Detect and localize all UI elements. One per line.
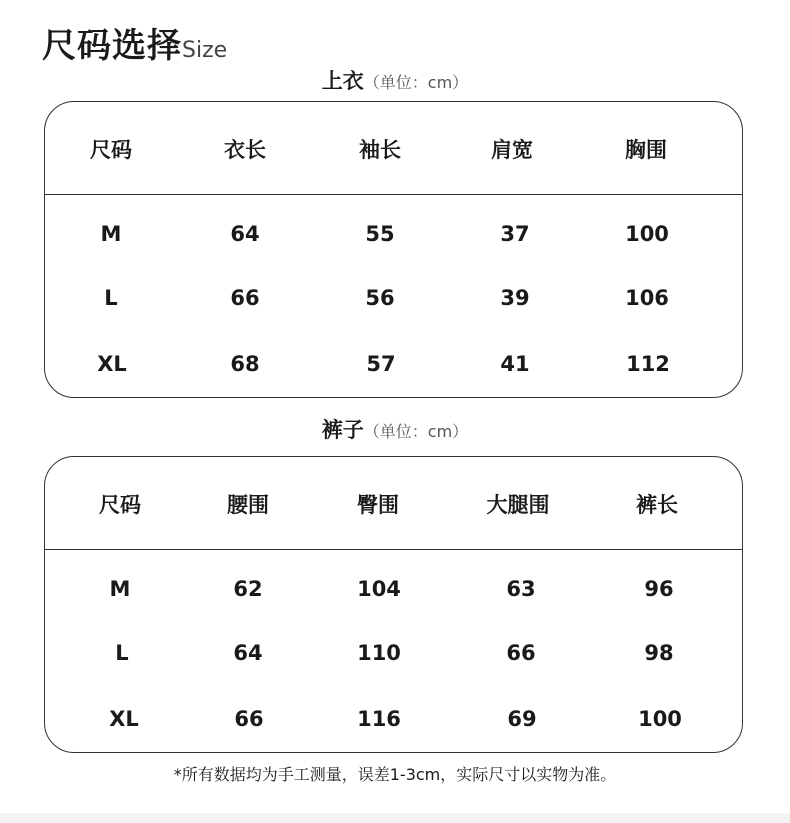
pants-header-hip: 臀围 <box>357 493 399 517</box>
top-header-length: 衣长 <box>224 138 266 162</box>
pants-row-l-size: L <box>115 641 129 665</box>
top-title: 上衣 <box>321 69 364 93</box>
top-row-l-size: L <box>104 286 118 310</box>
top-header-row <box>45 130 742 170</box>
pants-row-l-waist: 64 <box>233 641 263 665</box>
pants-header-length: 裤长 <box>636 493 678 517</box>
pants-header-waist: 腰围 <box>227 493 269 517</box>
top-header-chest: 胸围 <box>625 138 667 162</box>
table-row <box>45 278 742 318</box>
pants-unit: （单位：cm） <box>363 422 469 441</box>
top-row-xl-shoulder: 41 <box>500 352 530 376</box>
top-row-l-chest: 106 <box>625 286 669 310</box>
top-section-title <box>0 67 790 97</box>
pants-row-l-hip: 110 <box>357 641 401 665</box>
top-header-size: 尺码 <box>90 138 132 162</box>
pants-header-thigh: 大腿围 <box>486 493 550 517</box>
top-header-divider <box>45 194 742 195</box>
pants-header-divider <box>45 549 742 550</box>
pants-section-title <box>0 416 790 446</box>
top-row-m-chest: 100 <box>625 222 669 246</box>
pants-row-m-length: 96 <box>644 577 674 601</box>
top-row-l-length: 66 <box>230 286 260 310</box>
table-row <box>45 633 742 673</box>
pants-row-xl-waist: 66 <box>234 707 264 731</box>
table-row <box>45 344 742 384</box>
pants-size-table <box>44 456 743 753</box>
top-row-m-sleeve: 55 <box>365 222 395 246</box>
pants-row-m-waist: 62 <box>233 577 263 601</box>
pants-header-size: 尺码 <box>99 493 141 517</box>
top-size-table <box>44 101 743 398</box>
top-row-xl-length: 68 <box>230 352 260 376</box>
pants-row-xl-size: XL <box>109 707 139 731</box>
pants-header-row <box>45 485 742 525</box>
pants-row-xl-thigh: 69 <box>507 707 537 731</box>
pants-row-l-thigh: 66 <box>506 641 536 665</box>
page-title <box>42 24 227 73</box>
top-row-l-sleeve: 56 <box>365 286 395 310</box>
top-row-m-length: 64 <box>230 222 260 246</box>
table-row <box>45 214 742 254</box>
footnote: *所有数据均为手工测量，误差1-3cm，实际尺寸以实物为准。 <box>173 765 617 784</box>
pants-row-l-length: 98 <box>644 641 674 665</box>
pants-row-m-size: M <box>109 577 131 601</box>
top-row-m-shoulder: 37 <box>500 222 530 246</box>
table-row <box>45 569 742 609</box>
top-row-l-shoulder: 39 <box>500 286 530 310</box>
top-unit: （单位：cm） <box>363 73 469 92</box>
top-row-m-size: M <box>100 222 122 246</box>
top-header-shoulder: 肩宽 <box>491 138 533 162</box>
pants-row-m-hip: 104 <box>357 577 401 601</box>
table-row <box>45 699 742 739</box>
bottom-band <box>0 813 790 823</box>
top-header-sleeve: 袖长 <box>359 138 401 162</box>
top-row-xl-chest: 112 <box>626 352 670 376</box>
pants-row-xl-length: 100 <box>638 707 682 731</box>
page-title-cn: 尺码选择 <box>42 26 182 66</box>
top-row-xl-size: XL <box>97 352 127 376</box>
page-title-en: Size <box>182 38 228 63</box>
pants-row-xl-hip: 116 <box>357 707 401 731</box>
pants-row-m-thigh: 63 <box>506 577 536 601</box>
pants-title: 裤子 <box>321 418 364 442</box>
top-row-xl-sleeve: 57 <box>366 352 396 376</box>
